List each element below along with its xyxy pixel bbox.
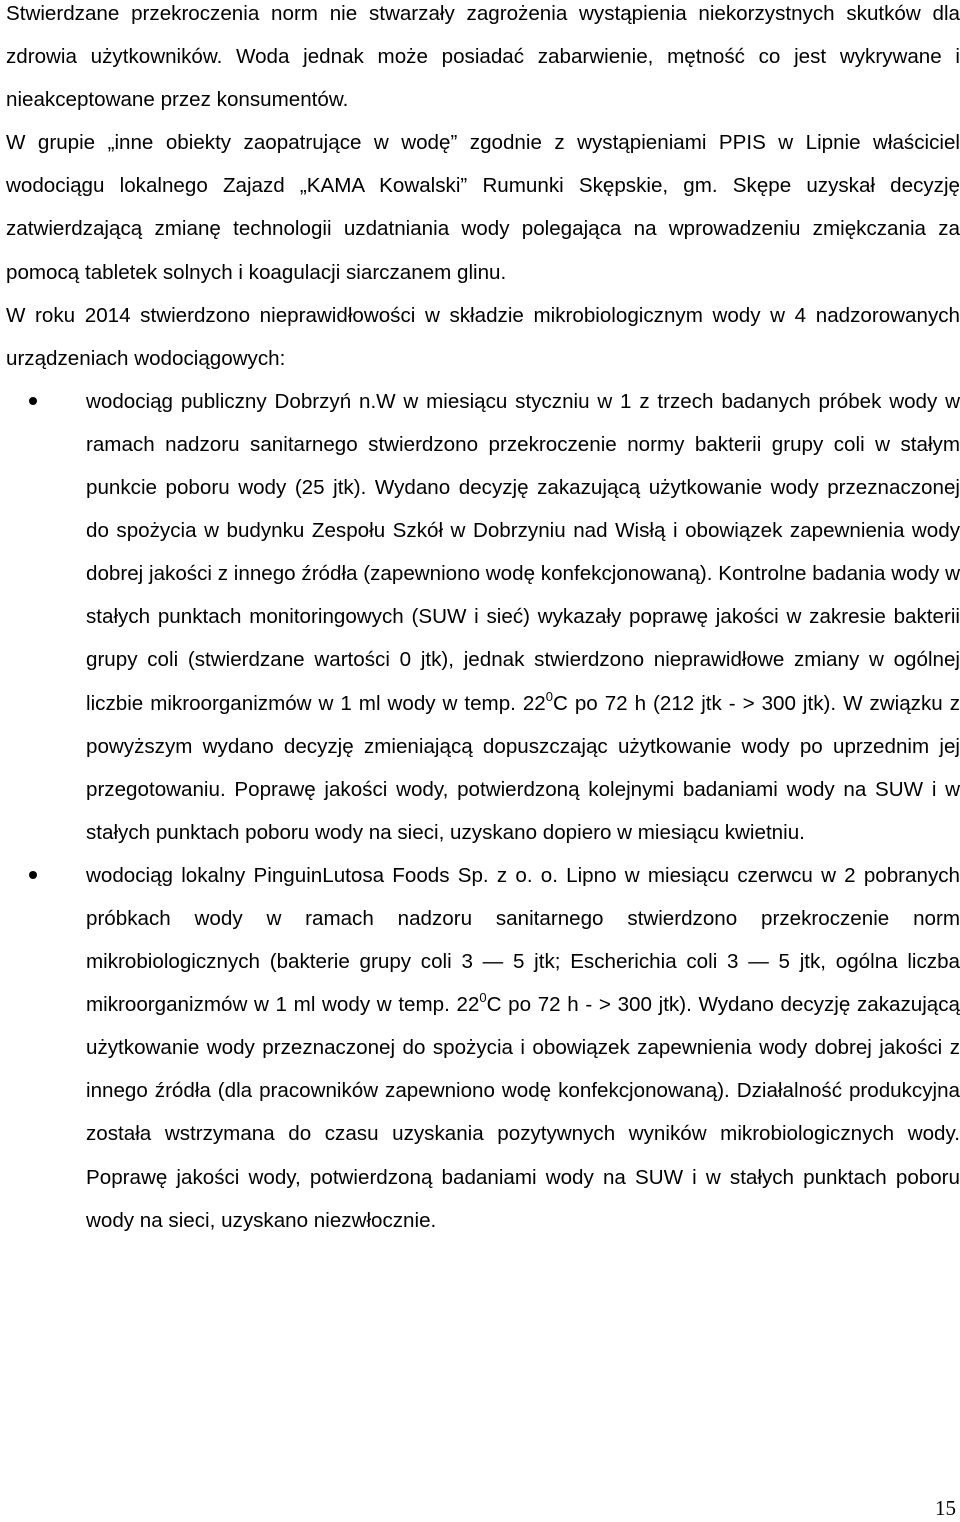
page-content xyxy=(6,0,960,1242)
list-item-text-continued: C po 72 h - > 300 jtk). Wydano decyzję zakazującą użytkowanie wody przeznaczonej do spożycia i obowiązek zapewnienia wody dobrej jakości z innego źródła (dla pracowników zapewniono wodę konfekcjonowaną). Działalność produkcyjna została wstrzymana do czasu uzyskania pozytywnych wyników mikrobiologicznych wody. Poprawę jakości wody, potwierdzoną badaniami wody na SUW i w stałych punktach poboru wody na sieci, uzyskano niezwłocznie. xyxy=(86,993,960,1232)
paragraph-consumer-notice: Stwierdzane przekroczenia norm nie stwarzały zagrożenia wystąpienia niekorzystnych skutków dla zdrowia użytkowników. Woda jednak może posiadać zabarwienie, mętność co jest wykrywane i nieakceptowane przez konsumentów. xyxy=(6,2,960,112)
page-number: 15 xyxy=(935,1496,956,1520)
list-item-text-continued: C po 72 h (212 jtk - > 300 jtk). W związku z powyższym wydano decyzję zmieniającą dopuszczając użytkowanie wody po uprzednim jej przegotowaniu. Poprawę jakości wody, potwierdzoną kolejnymi badaniami wody na SUW i w stałych punktach poboru wody na sieci, uzyskano dopiero w miesiącu kwietniu. xyxy=(86,691,960,844)
list-item-text: wodociąg publiczny Dobrzyń n.W w miesiącu styczniu w 1 z trzech badanych próbek wody w ramach nadzoru sanitarnego stwierdzono przekroczenie normy bakterii grupy coli w stałym punkcie poboru wody (25 jtk). Wydano decyzję zakazującą użytkowanie wody przeznaczonej do spożycia w budynku Zespołu Szkół w Dobrzyniu nad Wisłą i obowiązek zapewnienia wody dobrej jakości z innego źródła (zapewniono wodę konfekcjonowaną). Kontrolne badania wody w stałych punktach monitoringowych (SUW i sieć) wykazały poprawę jakości w zakresie bakterii grupy coli (stwierdzane wartości 0 jtk), jednak stwierdzono nieprawidłowe zmiany w ogólnej liczbie mikroorganizmów w 1 ml wody w temp. 22 xyxy=(86,389,960,715)
bullet-icon xyxy=(29,397,37,405)
list-item-text: wodociąg lokalny PinguinLutosa Foods Sp. z o. o. Lipno w miesiącu czerwcu w 2 pobranych próbkach wody w ramach nadzoru sanitarnego stwierdzono przekroczenie norm mikrobiologicznych (bakterie grupy coli 3 — 5 jtk; Escherichia coli 3 — 5 jtk, ogólna liczba mikroorganizmów w 1 ml wody w temp. 22 xyxy=(86,863,960,1017)
paragraph-irregularities-intro: W roku 2014 stwierdzono nieprawidłowości w składzie mikrobiologicznym wody w 4 nadzorowanych urządzeniach wodociągowych: xyxy=(6,303,960,370)
superscript-degree: 0 xyxy=(545,688,553,704)
bullet-icon xyxy=(29,871,37,879)
list-item-lipno xyxy=(6,854,960,1242)
irregularities-list xyxy=(6,380,960,1242)
paragraph-other-objects: W grupie „inne obiekty zaopatrujące w wodę” zgodnie z wystąpieniami PPIS w Lipnie właściciel wodociągu lokalnego Zajazd „KAMA Kowalski” Rumunki Skępskie, gm. Skępe uzyskał decyzję zatwierdzającą zmianę technologii uzdatniania wody polegająca na wprowadzeniu zmiękczania za pomocą tabletek solnych i koagulacji siarczanem glinu. xyxy=(6,131,960,284)
list-item-dobrzyn xyxy=(6,380,960,854)
superscript-degree: 0 xyxy=(479,990,487,1006)
